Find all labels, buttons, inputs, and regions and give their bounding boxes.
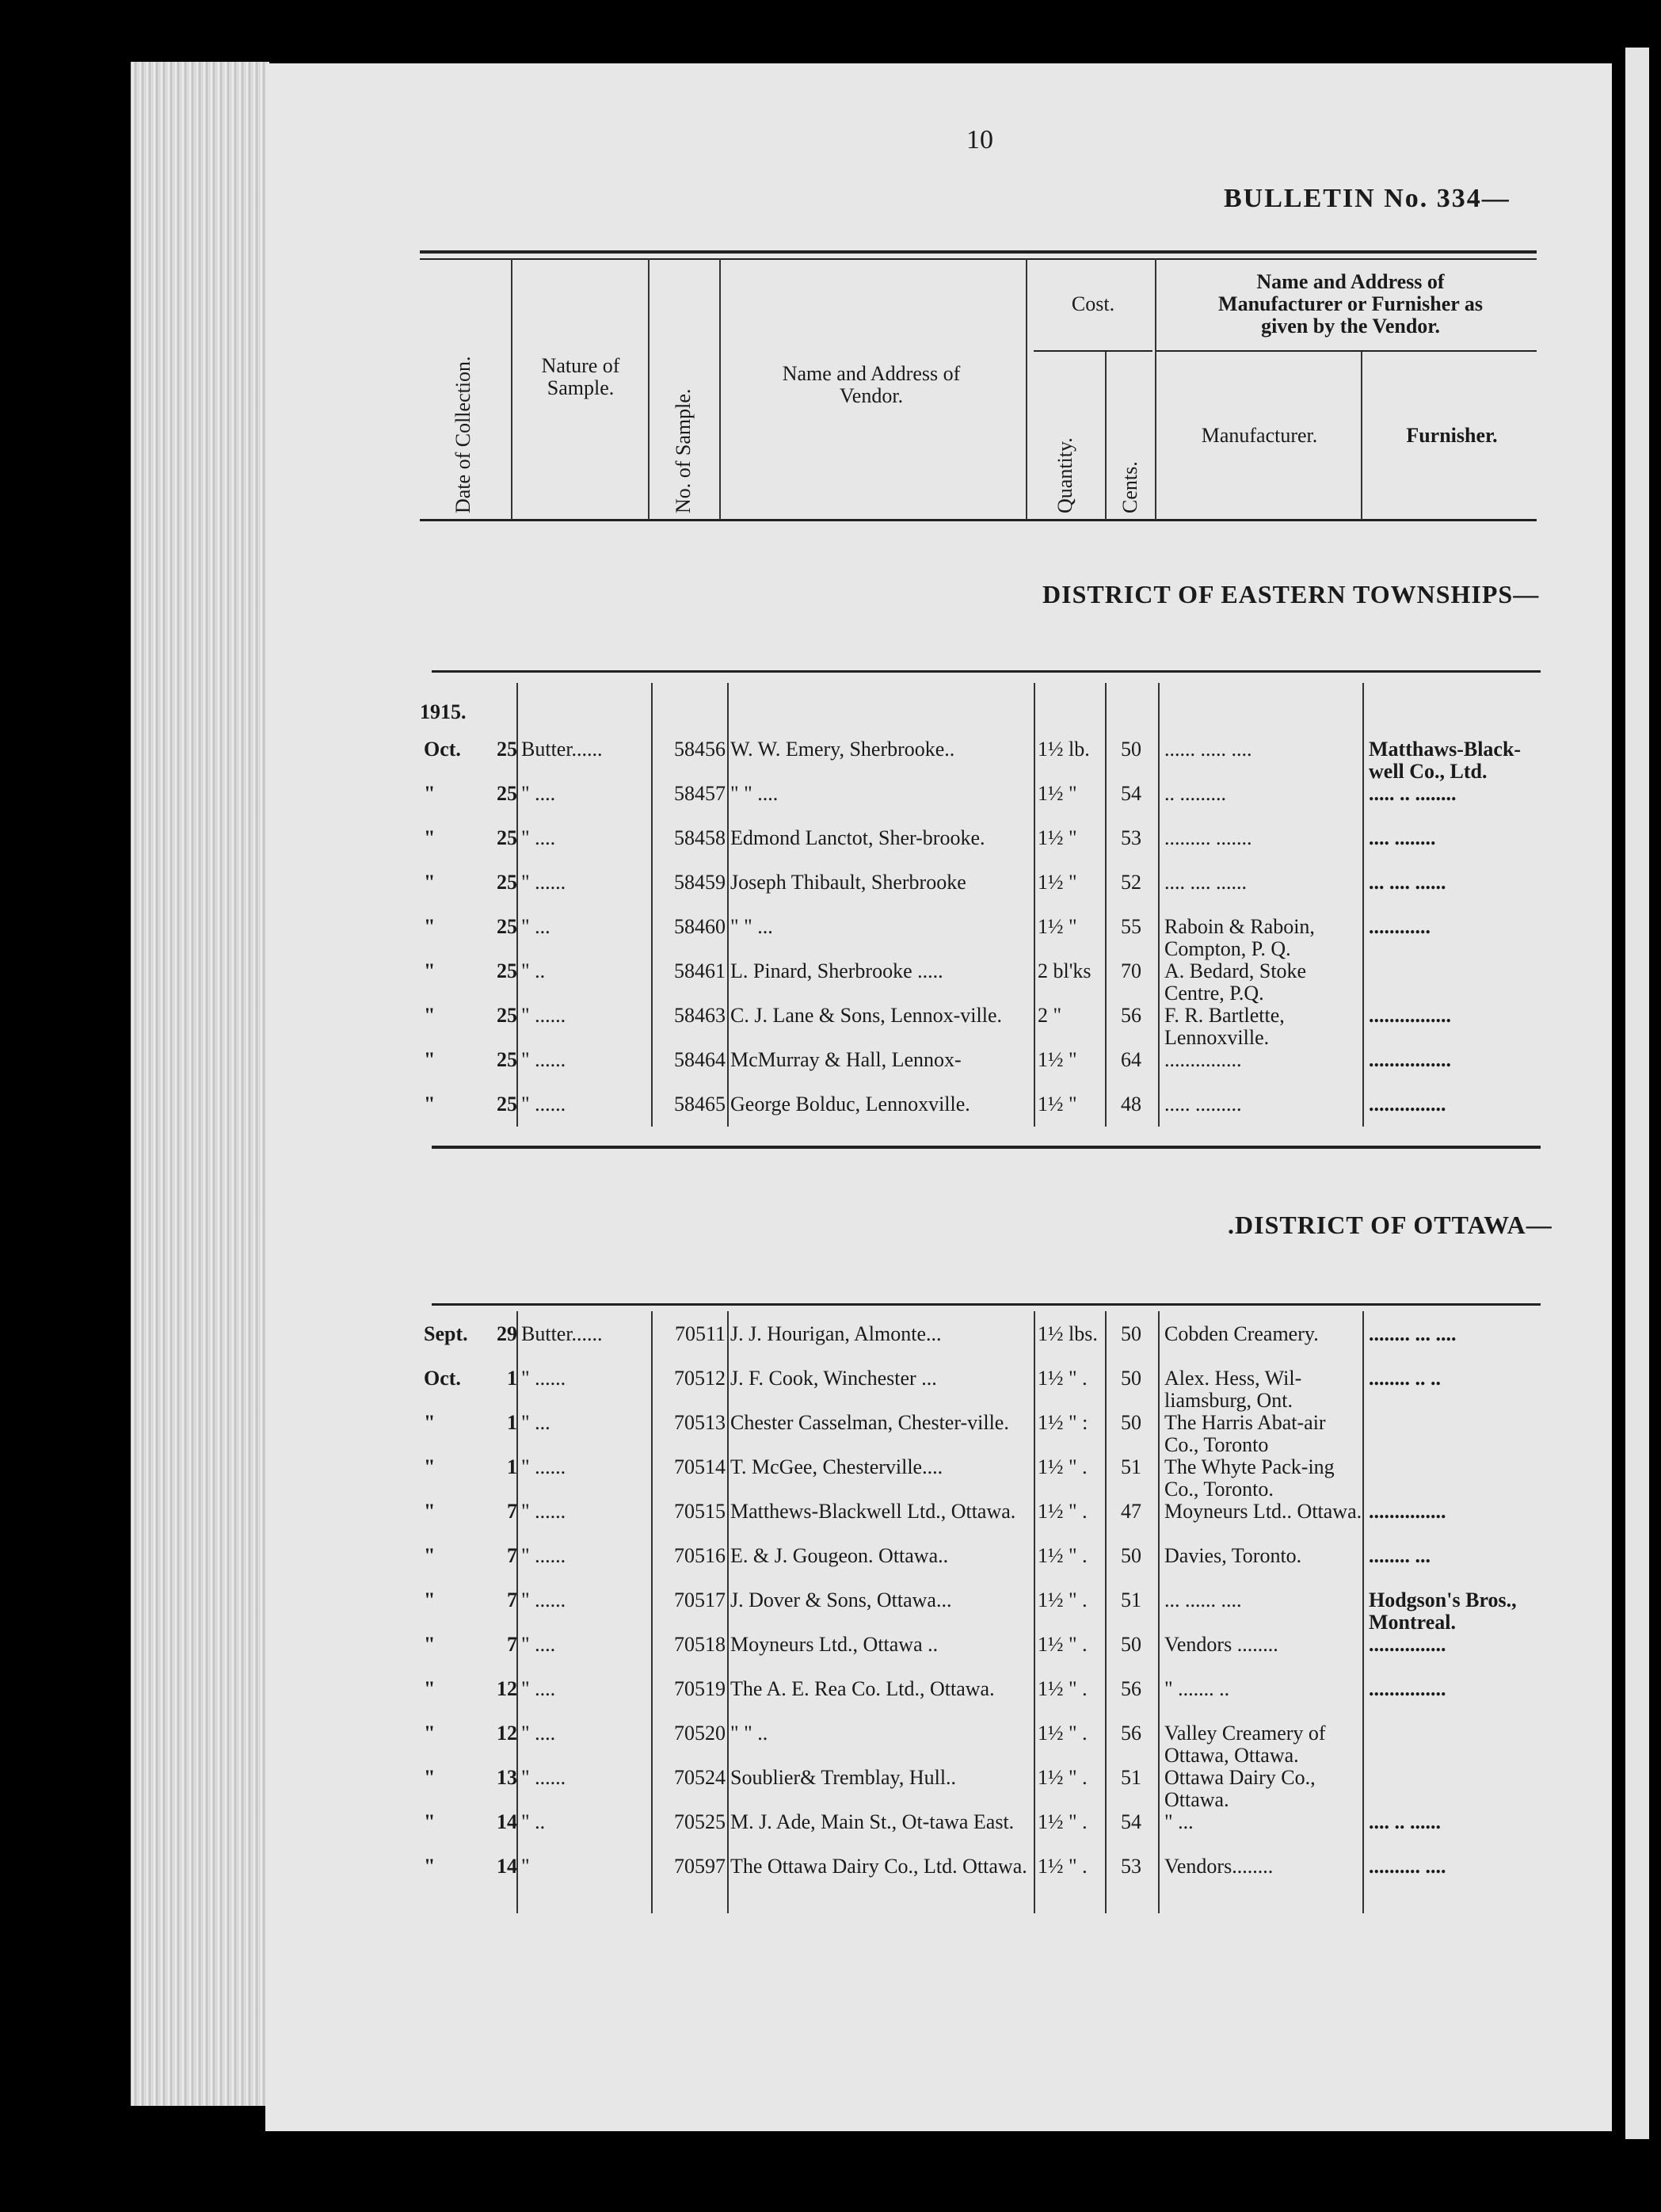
table-cell-quantity: 1½ " — [1038, 1093, 1077, 1116]
header-col-divider — [1155, 258, 1156, 520]
table-cell-cents: 52 — [1121, 871, 1141, 894]
table-cell-manufacturer: F. R. Bartlette, Lennoxville. — [1164, 1004, 1285, 1049]
table-cell-nature: " .... — [521, 826, 556, 849]
table-cell-nature: " ... — [521, 1411, 550, 1434]
table-cell-sample-no: 70512 — [674, 1367, 726, 1390]
table-cell-manufacturer: ... ...... .... — [1164, 1588, 1242, 1611]
table-cell-nature: " ...... — [521, 871, 566, 894]
table-cell-manufacturer: Vendors........ — [1164, 1855, 1274, 1878]
table-cell-cents: 48 — [1121, 1093, 1141, 1116]
header-sample-no: No. of Sample. — [672, 388, 695, 513]
table-cell-manufacturer: The Whyte Pack-ing Co., Toronto. — [1164, 1455, 1335, 1501]
table-cell-cents: 55 — [1121, 915, 1141, 938]
table-cell-manufacturer: Davies, Toronto. — [1164, 1544, 1302, 1567]
table-cell-vendor: J. J. Hourigan, Almonte... — [730, 1322, 942, 1345]
table-cell-sample-no: 58457 — [674, 782, 726, 805]
table-cell-cents: 50 — [1121, 1411, 1141, 1434]
table-cell-sample-no: 70518 — [674, 1633, 726, 1656]
table-row — [0, 1634, 1661, 1681]
table-row — [0, 1456, 1661, 1504]
table-cell-month: " — [424, 1411, 436, 1434]
table-cell-quantity: 1½ " . — [1038, 1633, 1088, 1656]
table-cell-furnisher: ............... — [1369, 1093, 1446, 1116]
table-cell-sample-no: 70597 — [674, 1855, 726, 1878]
table-cell-day: 13 — [497, 1766, 517, 1789]
table-cell-cents: 51 — [1121, 1455, 1141, 1478]
table-cell-furnisher: Matthaws-Black-well Co., Ltd. — [1369, 738, 1522, 783]
table-cell-nature: " .. — [521, 1810, 546, 1833]
table-row — [0, 871, 1661, 919]
table-cell-manufacturer: The Harris Abat-air Co., Toronto — [1164, 1411, 1326, 1456]
table-cell-day: 25 — [497, 738, 517, 761]
district-rule — [432, 1303, 1541, 1306]
table-cell-cents: 47 — [1121, 1500, 1141, 1523]
table-row — [0, 1545, 1661, 1592]
table-cell-furnisher: ............... — [1369, 1677, 1446, 1700]
header-cents: Cents. — [1118, 461, 1141, 513]
header-col-divider — [511, 258, 512, 520]
table-cell-day: 25 — [497, 915, 517, 938]
header-manufacturer: Manufacturer. — [1201, 424, 1318, 447]
table-cell-quantity: 1½ " — [1038, 782, 1077, 805]
table-cell-nature: " ... — [521, 915, 550, 938]
table-row — [0, 738, 1661, 786]
table-cell-nature: " .... — [521, 782, 556, 805]
table-cell-nature: " ...... — [521, 1004, 566, 1027]
table-row — [0, 827, 1661, 875]
table-cell-furnisher: ................ — [1369, 1004, 1451, 1027]
header-vendor: Name and Address of Vendor. — [782, 362, 961, 407]
table-row — [0, 1722, 1661, 1770]
table-cell-nature: " ...... — [521, 1367, 566, 1390]
header-col-divider — [1105, 352, 1107, 520]
table-cell-month: " — [424, 1048, 436, 1071]
table-cell-vendor: W. W. Emery, Sherbrooke.. — [730, 738, 955, 761]
table-cell-month: " — [424, 1500, 436, 1523]
table-row — [0, 1589, 1661, 1637]
header-nature: Nature of Sample. — [541, 354, 620, 399]
table-cell-vendor: Soublier& Tremblay, Hull.. — [730, 1766, 957, 1789]
table-cell-day: 7 — [507, 1544, 517, 1567]
table-cell-manufacturer: Vendors ........ — [1164, 1633, 1278, 1656]
table-cell-nature: " .... — [521, 1677, 556, 1700]
table-cell-vendor: The A. E. Rea Co. Ltd., Ottawa. — [730, 1677, 995, 1700]
table-cell-month: " — [424, 871, 436, 894]
table-cell-quantity: 1½ " . — [1038, 1810, 1088, 1833]
table-cell-manufacturer: ............... — [1164, 1048, 1242, 1071]
table-cell-day: 1 — [507, 1411, 517, 1434]
table-cell-furnisher: ............ — [1369, 915, 1431, 938]
table-cell-quantity: 1½ lb. — [1038, 738, 1090, 761]
table-cell-vendor: Chester Casselman, Chester-ville. — [730, 1411, 1009, 1434]
header-mfr-group: Name and Address of Manufacturer or Furnisher as given by the Vendor. — [1218, 270, 1483, 338]
table-cell-manufacturer: .. ......... — [1164, 782, 1226, 805]
table-cell-cents: 56 — [1121, 1004, 1141, 1027]
mfr-divider — [1156, 350, 1537, 352]
table-cell-cents: 70 — [1121, 959, 1141, 982]
table-cell-manufacturer: ......... ....... — [1164, 826, 1252, 849]
table-cell-nature: " ...... — [521, 1500, 566, 1523]
table-cell-sample-no: 70525 — [674, 1810, 726, 1833]
table-cell-nature: " — [521, 1855, 530, 1878]
table-cell-cents: 54 — [1121, 1810, 1141, 1833]
table-cell-quantity: 1½ lbs. — [1038, 1322, 1098, 1345]
table-cell-day: 14 — [497, 1855, 517, 1878]
table-cell-manufacturer: Ottawa Dairy Co., Ottawa. — [1164, 1766, 1316, 1811]
page-number: 10 — [966, 125, 993, 154]
table-cell-vendor: T. McGee, Chesterville.... — [730, 1455, 943, 1478]
table-cell-nature: " ...... — [521, 1588, 566, 1611]
table-cell-quantity: 1½ " . — [1038, 1544, 1088, 1567]
table-cell-sample-no: 58463 — [674, 1004, 726, 1027]
table-cell-sample-no: 58460 — [674, 915, 726, 938]
table-cell-cents: 56 — [1121, 1722, 1141, 1745]
table-cell-cents: 50 — [1121, 1544, 1141, 1567]
header-furnisher: Furnisher. — [1406, 424, 1498, 447]
header-col-divider — [1026, 258, 1027, 520]
table-cell-day: 25 — [497, 959, 517, 982]
table-cell-manufacturer: " ....... .. — [1164, 1677, 1230, 1700]
table-cell-cents: 50 — [1121, 738, 1141, 761]
header-top-rule-thin — [420, 258, 1537, 260]
table-cell-quantity: 1½ " . — [1038, 1500, 1088, 1523]
table-cell-quantity: 1½ " . — [1038, 1722, 1088, 1745]
table-cell-furnisher: ... .... ...... — [1369, 871, 1446, 894]
table-row — [0, 1501, 1661, 1548]
header-date: Date of Collection. — [451, 356, 474, 513]
table-cell-month: " — [424, 826, 436, 849]
table-cell-vendor: L. Pinard, Sherbrooke ..... — [730, 959, 943, 982]
table-cell-month: " — [424, 782, 436, 805]
table-cell-sample-no: 70524 — [674, 1766, 726, 1789]
table-cell-day: 7 — [507, 1588, 517, 1611]
table-row — [0, 1811, 1661, 1859]
table-cell-manufacturer: " ... — [1164, 1810, 1194, 1833]
table-cell-sample-no: 70520 — [674, 1722, 726, 1745]
table-row — [0, 1412, 1661, 1459]
table-cell-furnisher: ................ — [1369, 1048, 1451, 1071]
table-cell-nature: " ...... — [521, 1766, 566, 1789]
table-cell-cents: 51 — [1121, 1766, 1141, 1789]
table-cell-vendor: J. Dover & Sons, Ottawa... — [730, 1588, 952, 1611]
header-bottom-rule — [420, 519, 1537, 521]
table-cell-furnisher: ..... .. ........ — [1369, 782, 1457, 805]
table-cell-vendor: Joseph Thibault, Sherbrooke — [730, 871, 966, 894]
table-cell-nature: " ...... — [521, 1544, 566, 1567]
table-cell-manufacturer: ..... ......... — [1164, 1093, 1242, 1116]
table-cell-month: " — [424, 959, 436, 982]
header-cost: Cost. — [1071, 292, 1115, 315]
table-row — [0, 1093, 1661, 1141]
table-row — [0, 1367, 1661, 1415]
table-row — [0, 1005, 1661, 1052]
table-cell-vendor: McMurray & Hall, Lennox- — [730, 1048, 962, 1071]
table-cell-sample-no: 70514 — [674, 1455, 726, 1478]
table-cell-sample-no: 58458 — [674, 826, 726, 849]
table-cell-month: " — [424, 1766, 436, 1789]
district-title: .DISTRICT OF OTTAWA— — [1228, 1211, 1552, 1239]
table-cell-cents: 50 — [1121, 1633, 1141, 1656]
table-cell-quantity: 1½ " . — [1038, 1677, 1088, 1700]
table-cell-vendor: Edmond Lanctot, Sher-brooke. — [730, 826, 985, 849]
table-cell-day: 25 — [497, 782, 517, 805]
table-cell-day: 12 — [497, 1722, 517, 1745]
table-cell-furnisher: Hodgson's Bros., Montreal. — [1369, 1588, 1517, 1634]
table-cell-nature: Butter...... — [521, 738, 603, 761]
table-row — [0, 1855, 1661, 1903]
table-cell-month: " — [424, 1004, 436, 1027]
table-cell-month: " — [424, 1722, 436, 1745]
table-cell-day: 1 — [507, 1367, 517, 1390]
table-cell-furnisher: .... ........ — [1369, 826, 1436, 849]
table-cell-day: 25 — [497, 1048, 517, 1071]
table-cell-month: Oct. — [424, 738, 461, 761]
table-cell-month: " — [424, 1093, 436, 1116]
table-row — [0, 916, 1661, 963]
table-cell-cents: 50 — [1121, 1322, 1141, 1345]
table-cell-cents: 53 — [1121, 826, 1141, 849]
table-cell-sample-no: 70511 — [674, 1322, 726, 1345]
table-cell-nature: " .... — [521, 1722, 556, 1745]
table-row — [0, 1767, 1661, 1814]
table-cell-manufacturer: A. Bedard, Stoke Centre, P.Q. — [1164, 959, 1307, 1005]
table-cell-sample-no: 58464 — [674, 1048, 726, 1071]
table-cell-cents: 56 — [1121, 1677, 1141, 1700]
table-cell-furnisher: ........ .. .. — [1369, 1367, 1441, 1390]
district-rule — [432, 670, 1541, 673]
table-cell-vendor: Matthews-Blackwell Ltd., Ottawa. — [730, 1500, 1016, 1523]
table-cell-day: 1 — [507, 1455, 517, 1478]
table-cell-vendor: E. & J. Gougeon. Ottawa.. — [730, 1544, 949, 1567]
header-col-divider — [648, 258, 650, 520]
table-cell-sample-no: 70515 — [674, 1500, 726, 1523]
table-cell-quantity: 1½ " . — [1038, 1367, 1088, 1390]
table-cell-vendor: " " ... — [730, 915, 773, 938]
table-cell-day: 29 — [497, 1322, 517, 1345]
table-cell-nature: " ...... — [521, 1093, 566, 1116]
table-cell-quantity: 1½ " — [1038, 1048, 1077, 1071]
table-row — [0, 1323, 1661, 1371]
table-cell-sample-no: 58459 — [674, 871, 726, 894]
table-cell-day: 12 — [497, 1677, 517, 1700]
table-cell-vendor: M. J. Ade, Main St., Ot-tawa East. — [730, 1810, 1015, 1833]
table-cell-vendor: Moyneurs Ltd., Ottawa .. — [730, 1633, 939, 1656]
table-cell-sample-no: 70516 — [674, 1544, 726, 1567]
table-cell-vendor: George Bolduc, Lennoxville. — [730, 1093, 970, 1116]
table-cell-furnisher: .......... .... — [1369, 1855, 1446, 1878]
header-col-divider — [719, 258, 721, 520]
table-cell-furnisher: .... .. ...... — [1369, 1810, 1441, 1833]
table-cell-quantity: 1½ " — [1038, 826, 1077, 849]
table-cell-month: " — [424, 1455, 436, 1478]
table-cell-sample-no: 70517 — [674, 1588, 726, 1611]
table-cell-furnisher: ........ ... — [1369, 1544, 1431, 1567]
table-cell-quantity: 1½ " : — [1038, 1411, 1088, 1434]
table-cell-manufacturer: Alex. Hess, Wil-liamsburg, Ont. — [1164, 1367, 1302, 1412]
table-cell-sample-no: 58456 — [674, 738, 726, 761]
table-cell-furnisher: ........ ... .... — [1369, 1322, 1457, 1345]
table-cell-day: 14 — [497, 1810, 517, 1833]
table-row — [0, 1049, 1661, 1096]
header-col-divider — [1361, 352, 1362, 520]
table-cell-manufacturer: Valley Creamery of Ottawa, Ottawa. — [1164, 1722, 1326, 1767]
table-cell-furnisher: ............... — [1369, 1633, 1446, 1656]
table-row — [0, 960, 1661, 1008]
table-cell-day: 25 — [497, 1004, 517, 1027]
table-cell-cents: 50 — [1121, 1367, 1141, 1390]
table-cell-month: " — [424, 1810, 436, 1833]
table-cell-month: " — [424, 1855, 436, 1878]
table-cell-nature: " .. — [521, 959, 546, 982]
header-top-rule — [420, 250, 1537, 254]
table-cell-sample-no: 58461 — [674, 959, 726, 982]
table-cell-month: Oct. — [424, 1367, 461, 1390]
table-cell-nature: " .... — [521, 1633, 556, 1656]
table-cell-month: " — [424, 1544, 436, 1567]
table-cell-quantity: 1½ " — [1038, 915, 1077, 938]
table-cell-nature: Butter...... — [521, 1322, 603, 1345]
table-cell-quantity: 2 " — [1038, 1004, 1062, 1027]
bulletin-title: BULLETIN No. 334— — [1224, 184, 1511, 213]
table-cell-cents: 64 — [1121, 1048, 1141, 1071]
table-cell-month: " — [424, 1677, 436, 1700]
table-cell-vendor: The Ottawa Dairy Co., Ltd. Ottawa. — [730, 1855, 1027, 1878]
table-row — [0, 1678, 1661, 1726]
table-cell-vendor: C. J. Lane & Sons, Lennox-ville. — [730, 1004, 1003, 1027]
year-label: 1915. — [420, 700, 467, 723]
district-title: DISTRICT OF EASTERN TOWNSHIPS— — [1042, 580, 1540, 608]
table-cell-manufacturer: ...... ..... .... — [1164, 738, 1252, 761]
district-end-rule — [432, 1146, 1541, 1149]
table-cell-quantity: 1½ " . — [1038, 1588, 1088, 1611]
table-cell-quantity: 2 bl'ks — [1038, 959, 1091, 982]
table-cell-sample-no: 70519 — [674, 1677, 726, 1700]
table-cell-manufacturer: Raboin & Raboin, Compton, P. Q. — [1164, 915, 1315, 960]
table-cell-quantity: 1½ " . — [1038, 1766, 1088, 1789]
table-cell-month: Sept. — [424, 1322, 468, 1345]
table-cell-manufacturer: Cobden Creamery. — [1164, 1322, 1319, 1345]
table-cell-day: 25 — [497, 826, 517, 849]
table-cell-month: " — [424, 915, 436, 938]
table-cell-furnisher: ............... — [1369, 1500, 1446, 1523]
table-cell-quantity: 1½ " . — [1038, 1855, 1088, 1878]
table-cell-month: " — [424, 1588, 436, 1611]
table-cell-day: 7 — [507, 1500, 517, 1523]
table-cell-cents: 51 — [1121, 1588, 1141, 1611]
table-row — [0, 783, 1661, 830]
table-cell-month: " — [424, 1633, 436, 1656]
table-cell-vendor: " " .. — [730, 1722, 768, 1745]
table-cell-nature: " ...... — [521, 1048, 566, 1071]
table-cell-cents: 54 — [1121, 782, 1141, 805]
table-cell-day: 25 — [497, 871, 517, 894]
table-cell-sample-no: 58465 — [674, 1093, 726, 1116]
table-cell-vendor: " " .... — [730, 782, 779, 805]
table-cell-manufacturer: Moyneurs Ltd.. Ottawa. — [1164, 1500, 1362, 1523]
table-cell-manufacturer: .... .... ...... — [1164, 871, 1247, 894]
table-cell-nature: " ...... — [521, 1455, 566, 1478]
table-cell-day: 7 — [507, 1633, 517, 1656]
table-cell-sample-no: 70513 — [674, 1411, 726, 1434]
header-quantity: Quantity. — [1053, 437, 1076, 513]
table-cell-quantity: 1½ " . — [1038, 1455, 1088, 1478]
table-cell-quantity: 1½ " — [1038, 871, 1077, 894]
table-cell-cents: 53 — [1121, 1855, 1141, 1878]
table-cell-day: 25 — [497, 1093, 517, 1116]
cost-divider — [1034, 350, 1152, 352]
table-cell-vendor: J. F. Cook, Winchester ... — [730, 1367, 937, 1390]
